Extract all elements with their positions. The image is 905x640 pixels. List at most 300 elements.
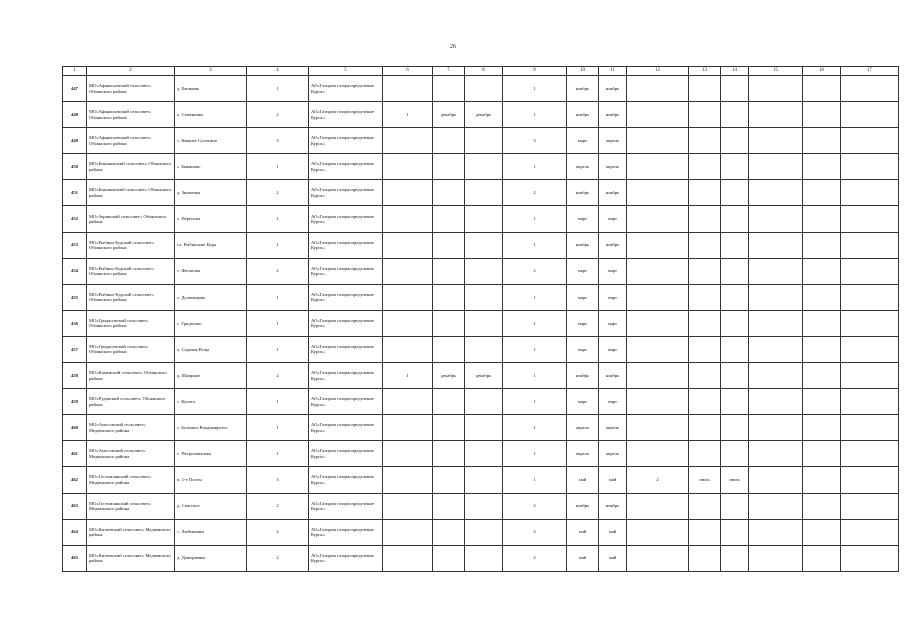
empty-cell (749, 180, 803, 206)
settlement-cell: с. Любимовка (175, 519, 247, 545)
month-cell: апрель (599, 415, 627, 441)
table-row (63, 493, 899, 519)
schedule-table (62, 66, 899, 572)
month-cell (689, 76, 721, 102)
table-cell (433, 519, 465, 545)
row-number-cell: 452 (63, 206, 87, 232)
table-row (63, 284, 899, 310)
table-cell (465, 519, 503, 545)
empty-cell (749, 545, 803, 571)
month-cell: март (599, 310, 627, 336)
month-cell (689, 258, 721, 284)
table-row (63, 310, 899, 336)
empty-cell (803, 206, 841, 232)
table-cell (383, 206, 433, 232)
row-number-cell: 464 (63, 519, 87, 545)
table-cell: 1 (503, 467, 567, 493)
table-cell (465, 389, 503, 415)
row-number-cell: 453 (63, 232, 87, 258)
settlement-cell: с. Гридасово (175, 310, 247, 336)
table-row (63, 389, 899, 415)
empty-cell (803, 128, 841, 154)
organization-cell: АО«Газпром газораспределение Курск» (309, 154, 383, 180)
table-cell (627, 232, 689, 258)
settlement-cell: с. Пересьма (175, 206, 247, 232)
settlement-cell: п. 1-е Плоты (175, 467, 247, 493)
table-cell (465, 180, 503, 206)
month-cell (721, 310, 749, 336)
count-cell: 1 (247, 336, 309, 362)
month-cell (689, 232, 721, 258)
empty-cell (841, 284, 899, 310)
empty-cell (841, 363, 899, 389)
table-cell: декабрь (465, 102, 503, 128)
empty-cell (841, 206, 899, 232)
table-row (63, 545, 899, 571)
table-row (63, 441, 899, 467)
table-cell (433, 232, 465, 258)
municipality-cell: МО«Амосовский сельсовет» Медвенского района (87, 441, 175, 467)
table-cell: 2 (503, 493, 567, 519)
column-header: 15 (749, 67, 803, 76)
table-cell: 1 (383, 363, 433, 389)
column-header: 13 (689, 67, 721, 76)
table-cell (383, 232, 433, 258)
organization-cell: АО«Газпром газораспределение Курск» (309, 102, 383, 128)
row-number-cell: 448 (63, 102, 87, 128)
empty-cell (749, 232, 803, 258)
organization-cell: АО«Газпром газораспределение Курск» (309, 389, 383, 415)
table-cell (383, 128, 433, 154)
municipality-cell: МО«Гостомлянский сельсовет» Медвенского района (87, 467, 175, 493)
table-cell: 1 (503, 102, 567, 128)
settlement-cell: д. Дмитриевка (175, 545, 247, 571)
table-cell (465, 206, 503, 232)
table-row (63, 415, 899, 441)
table-row (63, 206, 899, 232)
empty-cell (749, 310, 803, 336)
row-number-cell: 462 (63, 467, 87, 493)
row-number-cell: 449 (63, 128, 87, 154)
count-cell: 2 (247, 102, 309, 128)
table-cell (627, 154, 689, 180)
table-cell: 1 (503, 336, 567, 362)
table-cell: 1 (503, 284, 567, 310)
table-cell (383, 310, 433, 336)
table-cell (383, 415, 433, 441)
table-row (63, 154, 899, 180)
table-cell (627, 128, 689, 154)
empty-cell (803, 545, 841, 571)
empty-cell (803, 102, 841, 128)
table-cell (627, 310, 689, 336)
table-row (63, 180, 899, 206)
table-cell (433, 284, 465, 310)
month-cell: ноябрь (599, 493, 627, 519)
month-cell: март (567, 310, 599, 336)
month-cell (721, 336, 749, 362)
table-cell (627, 363, 689, 389)
table-cell (433, 258, 465, 284)
settlement-cell: сл. Рыбинские Буды (175, 232, 247, 258)
count-cell: 1 (247, 154, 309, 180)
month-cell: март (599, 284, 627, 310)
month-cell (689, 102, 721, 128)
empty-cell (841, 441, 899, 467)
table-cell (627, 519, 689, 545)
month-cell (689, 519, 721, 545)
month-cell (689, 389, 721, 415)
month-cell (721, 545, 749, 571)
month-cell: ноябрь (567, 180, 599, 206)
row-number-cell: 455 (63, 284, 87, 310)
municipality-cell: МО«Китаевский сельсовет» Медвенского района (87, 519, 175, 545)
empty-cell (841, 154, 899, 180)
table-row (63, 76, 899, 102)
month-cell (721, 493, 749, 519)
settlement-cell: с. Петропавловка (175, 441, 247, 467)
month-cell (689, 154, 721, 180)
table-cell (433, 415, 465, 441)
table-cell (465, 493, 503, 519)
month-cell (689, 545, 721, 571)
table-cell (433, 493, 465, 519)
empty-cell (803, 363, 841, 389)
month-cell (721, 363, 749, 389)
column-header: 17 (841, 67, 899, 76)
table-cell: 1 (503, 310, 567, 336)
month-cell (689, 206, 721, 232)
settlement-cell: х. Семеновка (175, 102, 247, 128)
month-cell: май (599, 467, 627, 493)
municipality-cell: МО«Гридасовский сельсовет» Обоянского района (87, 336, 175, 362)
month-cell: ноябрь (599, 76, 627, 102)
table-cell (433, 180, 465, 206)
empty-cell (841, 519, 899, 545)
table-cell: декабрь (433, 363, 465, 389)
empty-cell (803, 336, 841, 362)
empty-cell (841, 310, 899, 336)
table-cell (433, 467, 465, 493)
municipality-cell: МО«Афанасьевский сельсовет» Обоянского района (87, 102, 175, 128)
table-cell: 1 (503, 154, 567, 180)
settlement-cell: д. Башкино (175, 76, 247, 102)
municipality-cell: МО«Быкановский сельсовет» Обоянского района (87, 180, 175, 206)
organization-cell: АО«Газпром газораспределение Курск» (309, 128, 383, 154)
month-cell: ноябрь (567, 493, 599, 519)
count-cell: 2 (247, 363, 309, 389)
table-cell (383, 258, 433, 284)
column-header: 14 (721, 67, 749, 76)
organization-cell: АО«Газпром газораспределение Курск» (309, 76, 383, 102)
month-cell: июль (721, 467, 749, 493)
empty-cell (803, 415, 841, 441)
table-cell (465, 467, 503, 493)
table-cell (627, 389, 689, 415)
table-cell (383, 336, 433, 362)
empty-cell (803, 258, 841, 284)
table-cell (627, 102, 689, 128)
empty-cell (749, 467, 803, 493)
table-cell: декабрь (433, 102, 465, 128)
empty-cell (803, 519, 841, 545)
month-cell (721, 389, 749, 415)
table-cell (383, 545, 433, 571)
table-row (63, 128, 899, 154)
table-cell: 1 (503, 389, 567, 415)
row-number-cell: 463 (63, 493, 87, 519)
table-cell (383, 493, 433, 519)
empty-cell (841, 545, 899, 571)
table-cell (433, 76, 465, 102)
table-cell: 1 (503, 363, 567, 389)
table-cell (383, 441, 433, 467)
empty-cell (841, 336, 899, 362)
month-cell: апрель (599, 128, 627, 154)
column-header: 7 (433, 67, 465, 76)
month-cell: май (567, 545, 599, 571)
table-cell (465, 76, 503, 102)
month-cell: март (567, 284, 599, 310)
municipality-cell: МО«Афанасьевский сельсовет» Обоянского района (87, 76, 175, 102)
table-cell: 2 (503, 545, 567, 571)
table-row (63, 519, 899, 545)
count-cell: 2 (247, 180, 309, 206)
table-cell: декабрь (465, 363, 503, 389)
month-cell (721, 284, 749, 310)
count-cell: 1 (247, 441, 309, 467)
month-cell: май (599, 519, 627, 545)
municipality-cell: МО«Рыбино-Будский сельсовет» Обоянского района (87, 232, 175, 258)
table-cell (465, 232, 503, 258)
row-number-cell: 461 (63, 441, 87, 467)
empty-cell (841, 180, 899, 206)
municipality-cell: МО«Зоринский сельсовет» Обоянского района (87, 206, 175, 232)
month-cell (721, 258, 749, 284)
empty-cell (841, 128, 899, 154)
empty-cell (749, 389, 803, 415)
row-number-cell: 458 (63, 363, 87, 389)
organization-cell: АО«Газпром газораспределение Курск» (309, 180, 383, 206)
table-cell: 1 (383, 102, 433, 128)
empty-cell (841, 102, 899, 128)
month-cell: ноябрь (567, 232, 599, 258)
month-cell: март (567, 128, 599, 154)
empty-cell (803, 76, 841, 102)
empty-cell (749, 154, 803, 180)
empty-cell (803, 154, 841, 180)
table-cell (433, 154, 465, 180)
row-number-cell: 456 (63, 310, 87, 336)
month-cell: март (567, 206, 599, 232)
table-cell: 1 (503, 415, 567, 441)
month-cell: апрель (567, 441, 599, 467)
table-cell: 3 (503, 128, 567, 154)
table-cell (627, 545, 689, 571)
table-cell (383, 76, 433, 102)
count-cell: 1 (247, 232, 309, 258)
count-cell: 1 (247, 284, 309, 310)
table-row (63, 232, 899, 258)
table-cell (465, 336, 503, 362)
count-cell: 1 (247, 415, 309, 441)
table-cell: 2 (503, 180, 567, 206)
month-cell (721, 206, 749, 232)
month-cell: март (567, 336, 599, 362)
month-cell (689, 310, 721, 336)
count-cell: 1 (247, 206, 309, 232)
organization-cell: АО«Газпром газораспределение Курск» (309, 441, 383, 467)
table-row (63, 467, 899, 493)
table-cell (383, 519, 433, 545)
table-cell (465, 441, 503, 467)
organization-cell: АО«Газпром газораспределение Курск» (309, 363, 383, 389)
header-row (63, 67, 899, 76)
row-number-cell: 447 (63, 76, 87, 102)
month-cell: май (567, 519, 599, 545)
column-header: 1 (63, 67, 87, 76)
month-cell: ноябрь (599, 363, 627, 389)
month-cell (721, 128, 749, 154)
table-row (63, 363, 899, 389)
municipality-cell: МО«Рыбино-Будский сельсовет» Обоянского района (87, 284, 175, 310)
organization-cell: АО«Газпром газораспределение Курск» (309, 467, 383, 493)
column-header: 16 (803, 67, 841, 76)
count-cell: 1 (247, 310, 309, 336)
column-header: 2 (87, 67, 175, 76)
organization-cell: АО«Газпром газораспределение Курск» (309, 545, 383, 571)
empty-cell (803, 467, 841, 493)
column-header: 4 (247, 67, 309, 76)
column-header: 5 (309, 67, 383, 76)
row-number-cell: 465 (63, 545, 87, 571)
settlement-cell: х. Садовая Роща (175, 336, 247, 362)
month-cell (721, 102, 749, 128)
organization-cell: АО«Газпром газораспределение Курск» (309, 519, 383, 545)
month-cell: май (567, 467, 599, 493)
settlement-cell: с. Долженково (175, 284, 247, 310)
table-cell (627, 493, 689, 519)
table-row (63, 102, 899, 128)
table-cell (383, 284, 433, 310)
organization-cell: АО«Газпром газораспределение Курск» (309, 493, 383, 519)
table-cell (627, 415, 689, 441)
empty-cell (749, 519, 803, 545)
settlement-cell: с. Кулига (175, 389, 247, 415)
table-cell: 1 (503, 232, 567, 258)
row-number-cell: 454 (63, 258, 87, 284)
month-cell (689, 336, 721, 362)
organization-cell: АО«Газпром газораспределение Курск» (309, 415, 383, 441)
count-cell: 2 (247, 493, 309, 519)
month-cell (689, 415, 721, 441)
municipality-cell: МО«Афанасьевский сельсовет» Обоянского района (87, 128, 175, 154)
table-cell (627, 206, 689, 232)
month-cell (689, 284, 721, 310)
empty-cell (749, 258, 803, 284)
empty-cell (841, 389, 899, 415)
municipality-cell: МО«Быкановский сельсовет» Обоянского района (87, 154, 175, 180)
page-number: 26 (450, 44, 456, 50)
empty-cell (841, 493, 899, 519)
table-cell: 2 (627, 467, 689, 493)
empty-cell (749, 128, 803, 154)
empty-cell (749, 493, 803, 519)
table-cell (433, 389, 465, 415)
table-cell (627, 76, 689, 102)
municipality-cell: МО«Рудавский сельсовет» Обоянского района (87, 389, 175, 415)
empty-cell (803, 441, 841, 467)
row-number-cell: 457 (63, 336, 87, 362)
municipality-cell: МО«Гридасовский сельсовет» Обоянского района (87, 310, 175, 336)
empty-cell (749, 363, 803, 389)
table-row (63, 336, 899, 362)
month-cell: апрель (599, 154, 627, 180)
table-cell (433, 128, 465, 154)
table-cell (465, 284, 503, 310)
table-cell (627, 258, 689, 284)
month-cell: март (599, 336, 627, 362)
month-cell (721, 76, 749, 102)
row-number-cell: 460 (63, 415, 87, 441)
table-cell (627, 180, 689, 206)
count-cell: 2 (247, 545, 309, 571)
table-cell (383, 467, 433, 493)
empty-cell (841, 467, 899, 493)
table-cell (627, 284, 689, 310)
column-header: 10 (567, 67, 599, 76)
table-cell (383, 180, 433, 206)
table-cell (433, 336, 465, 362)
month-cell (689, 180, 721, 206)
month-cell (721, 519, 749, 545)
table-cell (465, 310, 503, 336)
settlement-cell: с. Быканово (175, 154, 247, 180)
month-cell (721, 154, 749, 180)
municipality-cell: МО«Рыбино-Будский сельсовет» Обоянского района (87, 258, 175, 284)
settlement-cell: с. Нижнее Солотино (175, 128, 247, 154)
month-cell: май (599, 545, 627, 571)
empty-cell (803, 389, 841, 415)
count-cell: 3 (247, 128, 309, 154)
table-cell: 1 (503, 206, 567, 232)
table-cell: 1 (503, 441, 567, 467)
month-cell: ноябрь (567, 102, 599, 128)
empty-cell (749, 206, 803, 232)
month-cell (689, 363, 721, 389)
table-row (63, 258, 899, 284)
empty-cell (803, 232, 841, 258)
count-cell: 1 (247, 389, 309, 415)
municipality-cell: МО«Амосовский сельсовет» Медвенского района (87, 415, 175, 441)
month-cell: март (567, 389, 599, 415)
empty-cell (749, 76, 803, 102)
table-cell (433, 545, 465, 571)
empty-cell (803, 180, 841, 206)
organization-cell: АО«Газпром газораспределение Курск» (309, 206, 383, 232)
month-cell: март (567, 258, 599, 284)
month-cell: апрель (567, 154, 599, 180)
organization-cell: АО«Газпром газораспределение Курск» (309, 232, 383, 258)
table-cell (383, 154, 433, 180)
table-cell (627, 336, 689, 362)
table-cell (433, 206, 465, 232)
count-cell: 3 (247, 467, 309, 493)
count-cell: 1 (247, 76, 309, 102)
month-cell: ноябрь (599, 102, 627, 128)
month-cell (721, 441, 749, 467)
row-number-cell: 459 (63, 389, 87, 415)
